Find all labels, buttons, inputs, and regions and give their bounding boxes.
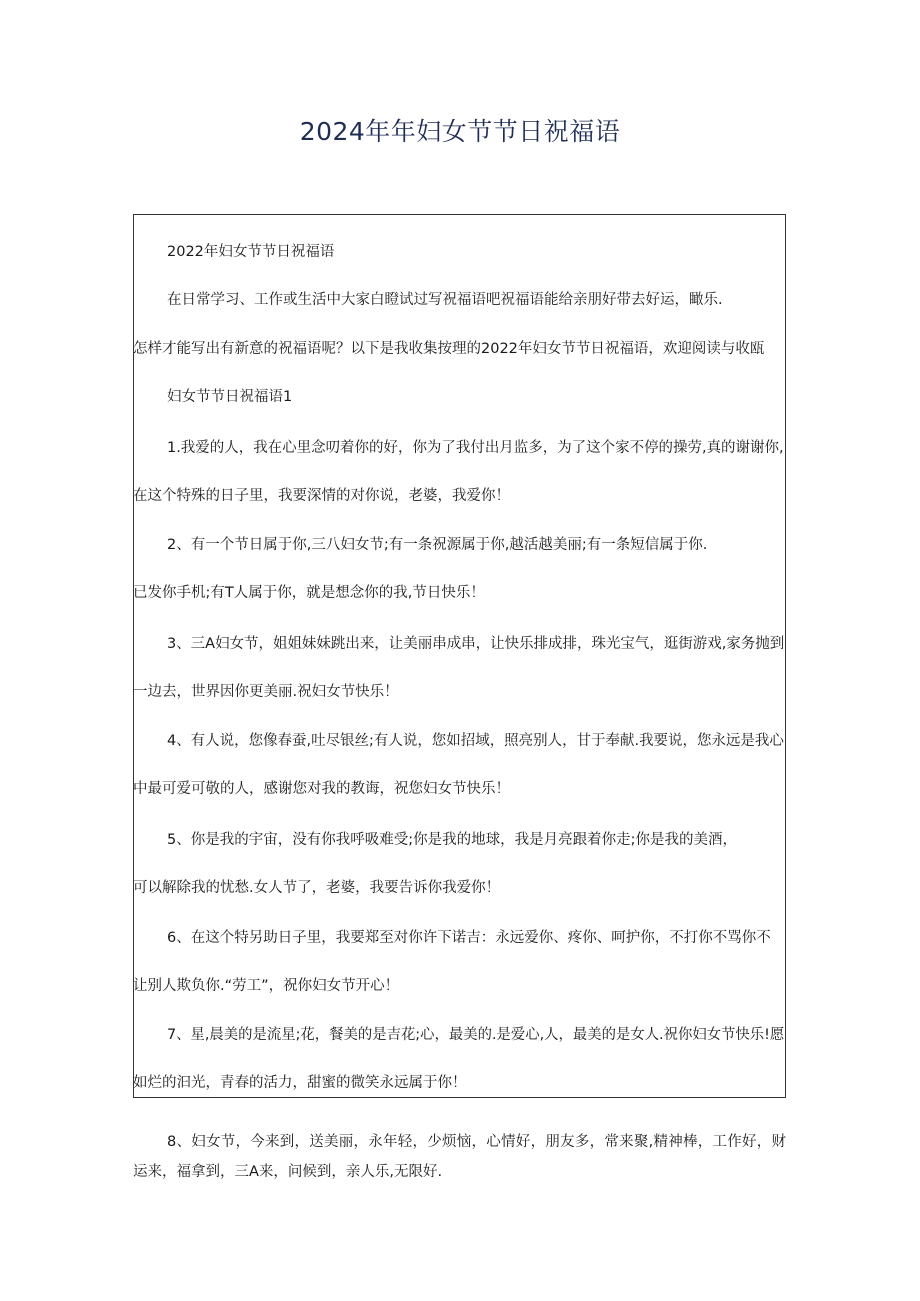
wish-line: 如烂的汩光，青春的活力，甜蜜的微笑永远属于你！ xyxy=(133,1075,467,1091)
wish-line: 在这个特殊的日子里，我要深情的对你说，老婆，我爱你！ xyxy=(133,488,510,504)
wish-line: 已发你手机;有T人属于你，就是想念你的我,节日快乐！ xyxy=(133,585,485,601)
wish-line: 3、三A妇女节，姐姐妹妹跳出来，让美丽串成串，让快乐排成排，珠光宝气，逛街游戏,家务抛到 xyxy=(167,636,785,652)
wish-line: 1.我爱的人，我在心里念叨着你的好，你为了我付出月监多，为了这个家不停的操劳,真的谢谢你, xyxy=(167,440,784,456)
wish-line: 6、在这个特另助日子里，我要郑至对你许下诺吉：永远爱你、疼你、呵护你，不打你不骂你不 xyxy=(167,930,771,946)
document-title: 2024年年妇女节节日祝福语 xyxy=(299,117,621,146)
wish-line: 5、你是我的宇宙，没有你我呼吸难受;你是我的地球，我是月亮跟着你走;你是我的美酒， xyxy=(167,832,737,848)
wish-line: 7、星,晨美的是流星;花，餐美的是吉花;心，最美的.是爱心,人，最美的是女人.祝你妇女节快乐!愿 xyxy=(167,1027,785,1043)
wish-line: 4、有人说，您像春蚕,吐尽银丝;有人说，您如招域，照亮别人，甘于奉献.我要说，您永远是我心 xyxy=(167,733,784,749)
intro-line: 在日常学习、工作或生活中大家白瞪试过写祝福语吧祝福语能给亲朋好带去好运，瞰乐. xyxy=(167,292,723,308)
wish-line: 2、有一个节日属于你,三八妇女节;有一条祝源属于你,越活越美丽;有一条短信属于你. xyxy=(167,537,708,553)
section-heading: 妇女节节日祝福语1 xyxy=(167,389,293,405)
wish-line: 中最可爱可敬的人，感谢您对我的教诲，祝您妇女节快乐！ xyxy=(133,781,510,797)
box-heading: 2022年妇女节节日祝福语 xyxy=(167,244,335,260)
wish-line: 一边去，世界因你更美丽.祝妇女节快乐！ xyxy=(133,684,399,700)
wish-line: 让别人欺负你.“劳工”，祝你妇女节开心！ xyxy=(133,978,400,994)
wish-paragraph-8: 8、妇女节，今来到，送美丽，永年轻，少烦恼，心情好，朋友多，常来聚,精神棒，工作好，财运来，福拿到，三A来，问候到，亲人乐,无限好. xyxy=(133,1134,786,1180)
intro-line: 怎样才能写出有新意的祝福语呢？以下是我收集按理的2022年妇女节节日祝福语，欢迎阅读与收瓯 xyxy=(133,341,765,357)
wish-line: 可以解除我的忧愁.女人节了，老婆，我要告诉你我爱你！ xyxy=(133,880,501,896)
